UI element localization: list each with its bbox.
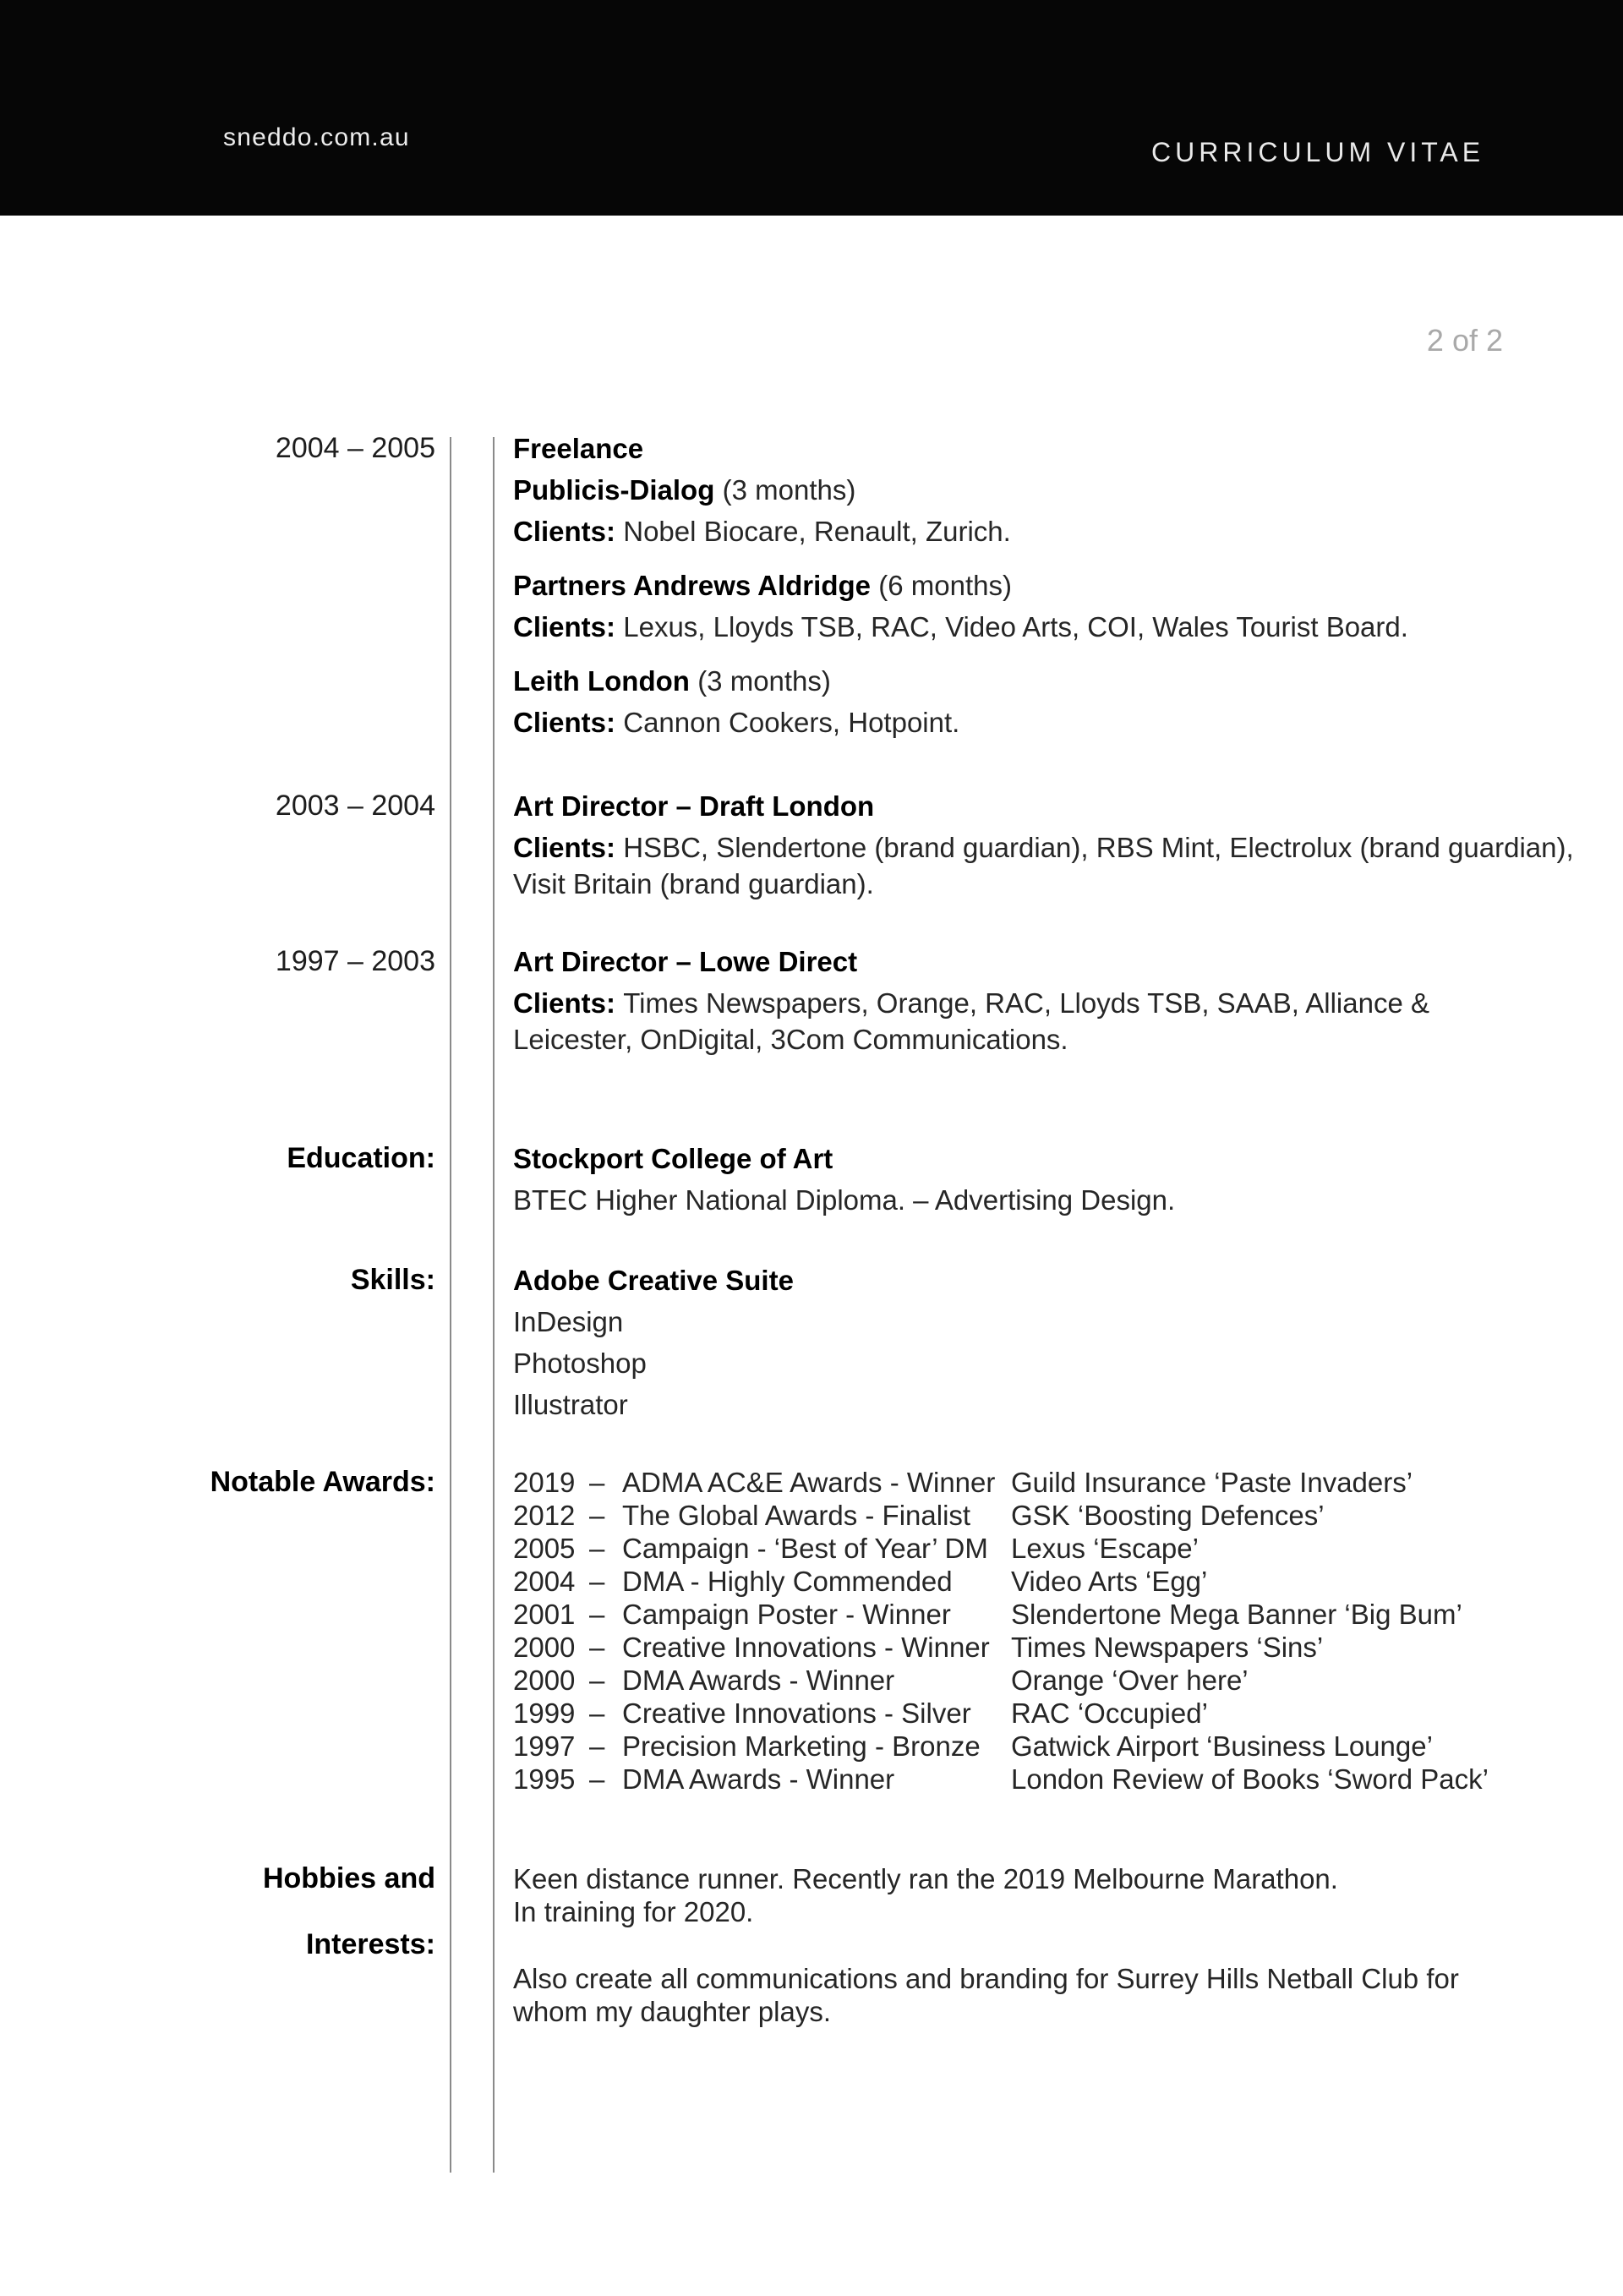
section-freelance [513,428,1408,743]
date-range-freelance: 2004 – 2005 [275,432,435,464]
clients-label: Clients: [513,987,616,1019]
hobbies-text-line: Also create all communications and branding for Surrey Hills Netball Club for [513,1963,1459,1994]
award-year: 1999 [513,1697,576,1729]
employer-duration: (3 months) [722,474,856,506]
job-title [513,941,1429,982]
award-dash: – [589,1697,605,1729]
award-name: Campaign - ‘Best of Year’ DM [622,1533,988,1564]
job-title-text: Art Director – Draft London [513,790,875,822]
clients-line [513,606,1408,648]
clients-line [513,866,1574,902]
award-dash: – [589,1467,605,1498]
award-year: 2000 [513,1665,576,1696]
section-hobbies [513,1862,1459,2028]
skill-item-text: InDesign [513,1306,624,1337]
label-hobbies-line1: Hobbies and [262,1862,435,1894]
employer-duration: (6 months) [878,570,1012,601]
vertical-rule-right [493,437,495,2173]
clients-line [513,985,1429,1021]
hobbies-text-line: whom my daughter plays. [513,1996,832,2027]
award-client: Orange ‘Over here’ [1011,1665,1249,1696]
section-education [513,1138,1175,1221]
hobbies-text-line: Keen distance runner. Recently ran the 2019 Melbourne Marathon. [513,1863,1338,1894]
award-client: Lexus ‘Escape’ [1011,1533,1199,1564]
award-dash: – [589,1566,605,1597]
job-title [513,785,1574,827]
qualification [513,1179,1175,1221]
clients-label: Clients: [513,832,616,863]
skill-item-text: Photoshop [513,1348,647,1379]
label-awards: Notable Awards: [210,1466,435,1498]
award-year: 2004 [513,1566,576,1597]
clients-line [513,511,1408,552]
award-name: Creative Innovations - Winner [622,1632,990,1663]
award-name: DMA Awards - Winner [622,1763,895,1795]
award-row [513,1763,1489,1796]
page-indicator: 2 of 2 [1426,323,1503,358]
award-name: The Global Awards - Finalist [622,1500,971,1531]
award-row [513,1532,1489,1565]
award-year: 2001 [513,1599,576,1630]
employer-duration: (3 months) [697,665,831,697]
school-name [513,1138,1175,1179]
section-draft [513,785,1574,902]
award-client: GSK ‘Boosting Defences’ [1011,1500,1325,1531]
award-dash: – [589,1665,605,1696]
award-name: DMA - Highly Commended [622,1566,953,1597]
award-row [513,1598,1489,1631]
award-year: 1997 [513,1730,576,1762]
award-dash: – [589,1533,605,1564]
label-hobbies-line2: Interests: [305,1928,435,1960]
section-lowe [513,941,1429,1058]
skills-suite-text: Adobe Creative Suite [513,1265,794,1296]
award-row [513,1664,1489,1697]
clients-line [513,702,1408,743]
clients-list: Nobel Biocare, Renault, Zurich. [623,516,1011,547]
skill-item [513,1384,794,1425]
hobbies-text-line: In training for 2020. [513,1896,754,1927]
award-dash: – [589,1599,605,1630]
award-client: Gatwick Airport ‘Business Lounge’ [1011,1730,1433,1762]
award-name: Creative Innovations - Silver [622,1697,971,1729]
qualification-text: BTEC Higher National Diploma. – Advertising Design. [513,1184,1176,1216]
header-bar [0,0,1623,216]
award-dash: – [589,1500,605,1531]
award-row [513,1499,1489,1532]
job-title [513,428,1408,469]
clients-list-continued: Visit Britain (brand guardian). [513,868,874,899]
award-client: Video Arts ‘Egg’ [1011,1566,1208,1597]
award-name: Campaign Poster - Winner [622,1599,951,1630]
award-year: 2019 [513,1467,576,1498]
date-range-draft: 2003 – 2004 [275,790,435,822]
skill-item-text: Illustrator [513,1389,628,1420]
section-skills [513,1260,794,1425]
award-dash: – [589,1763,605,1795]
award-year: 2012 [513,1500,576,1531]
freelance-job [513,469,1408,552]
award-name: Precision Marketing - Bronze [622,1730,981,1762]
job-title-text: Art Director – Lowe Direct [513,946,858,977]
clients-paragraph [513,985,1429,1058]
clients-label: Clients: [513,516,616,547]
clients-list: Lexus, Lloyds TSB, RAC, Video Arts, COI, Wales Tourist Board. [623,611,1408,642]
award-row [513,1631,1489,1664]
award-row [513,1730,1489,1763]
school-name-text: Stockport College of Art [513,1143,833,1174]
hobbies-paragraph [513,1962,1459,2028]
section-awards [513,1466,1489,1796]
award-client: London Review of Books ‘Sword Pack’ [1011,1763,1489,1795]
vertical-rule-left [450,437,451,2173]
employer-line [513,565,1408,606]
label-hobbies [0,1862,435,1961]
skill-item [513,1342,794,1384]
employer-name: Partners Andrews Aldridge [513,570,871,601]
award-year: 2000 [513,1632,576,1663]
award-client: Slendertone Mega Banner ‘Big Bum’ [1011,1599,1462,1630]
clients-line [513,1021,1429,1058]
hobbies-paragraph [513,1862,1459,1928]
employer-line [513,660,1408,702]
job-title-text: Freelance [513,433,644,464]
employer-name: Publicis-Dialog [513,474,715,506]
award-row [513,1697,1489,1730]
award-name: DMA Awards - Winner [622,1665,895,1696]
clients-line [513,829,1574,866]
clients-list-continued: Leicester, OnDigital, 3Com Communications. [513,1024,1068,1055]
award-year: 2005 [513,1533,576,1564]
document-title: CURRICULUM VITAE [1151,137,1485,167]
award-year: 1995 [513,1763,576,1795]
clients-list: Times Newspapers, Orange, RAC, Lloyds TSB, SAAB, Alliance & [623,987,1429,1019]
freelance-job [513,565,1408,648]
award-client: Times Newspapers ‘Sins’ [1011,1632,1324,1663]
label-education: Education: [287,1142,435,1174]
award-client: Guild Insurance ‘Paste Invaders’ [1011,1467,1413,1498]
award-row [513,1466,1489,1499]
skill-item [513,1301,794,1342]
clients-label: Clients: [513,707,616,738]
clients-paragraph [513,829,1574,902]
employer-name: Leith London [513,665,690,697]
site-url: sneddo.com.au [223,123,410,151]
award-dash: – [589,1632,605,1663]
employer-line [513,469,1408,511]
clients-list: HSBC, Slendertone (brand guardian), RBS Mint, Electrolux (brand guardian), [623,832,1574,863]
award-dash: – [589,1730,605,1762]
award-client: RAC ‘Occupied’ [1011,1697,1208,1729]
freelance-job [513,660,1408,743]
award-name: ADMA AC&E Awards - Winner [622,1467,996,1498]
clients-label: Clients: [513,611,616,642]
date-range-lowe: 1997 – 2003 [275,945,435,977]
clients-list: Cannon Cookers, Hotpoint. [623,707,960,738]
award-row [513,1565,1489,1598]
label-skills: Skills: [350,1264,435,1296]
skills-suite [513,1260,794,1301]
